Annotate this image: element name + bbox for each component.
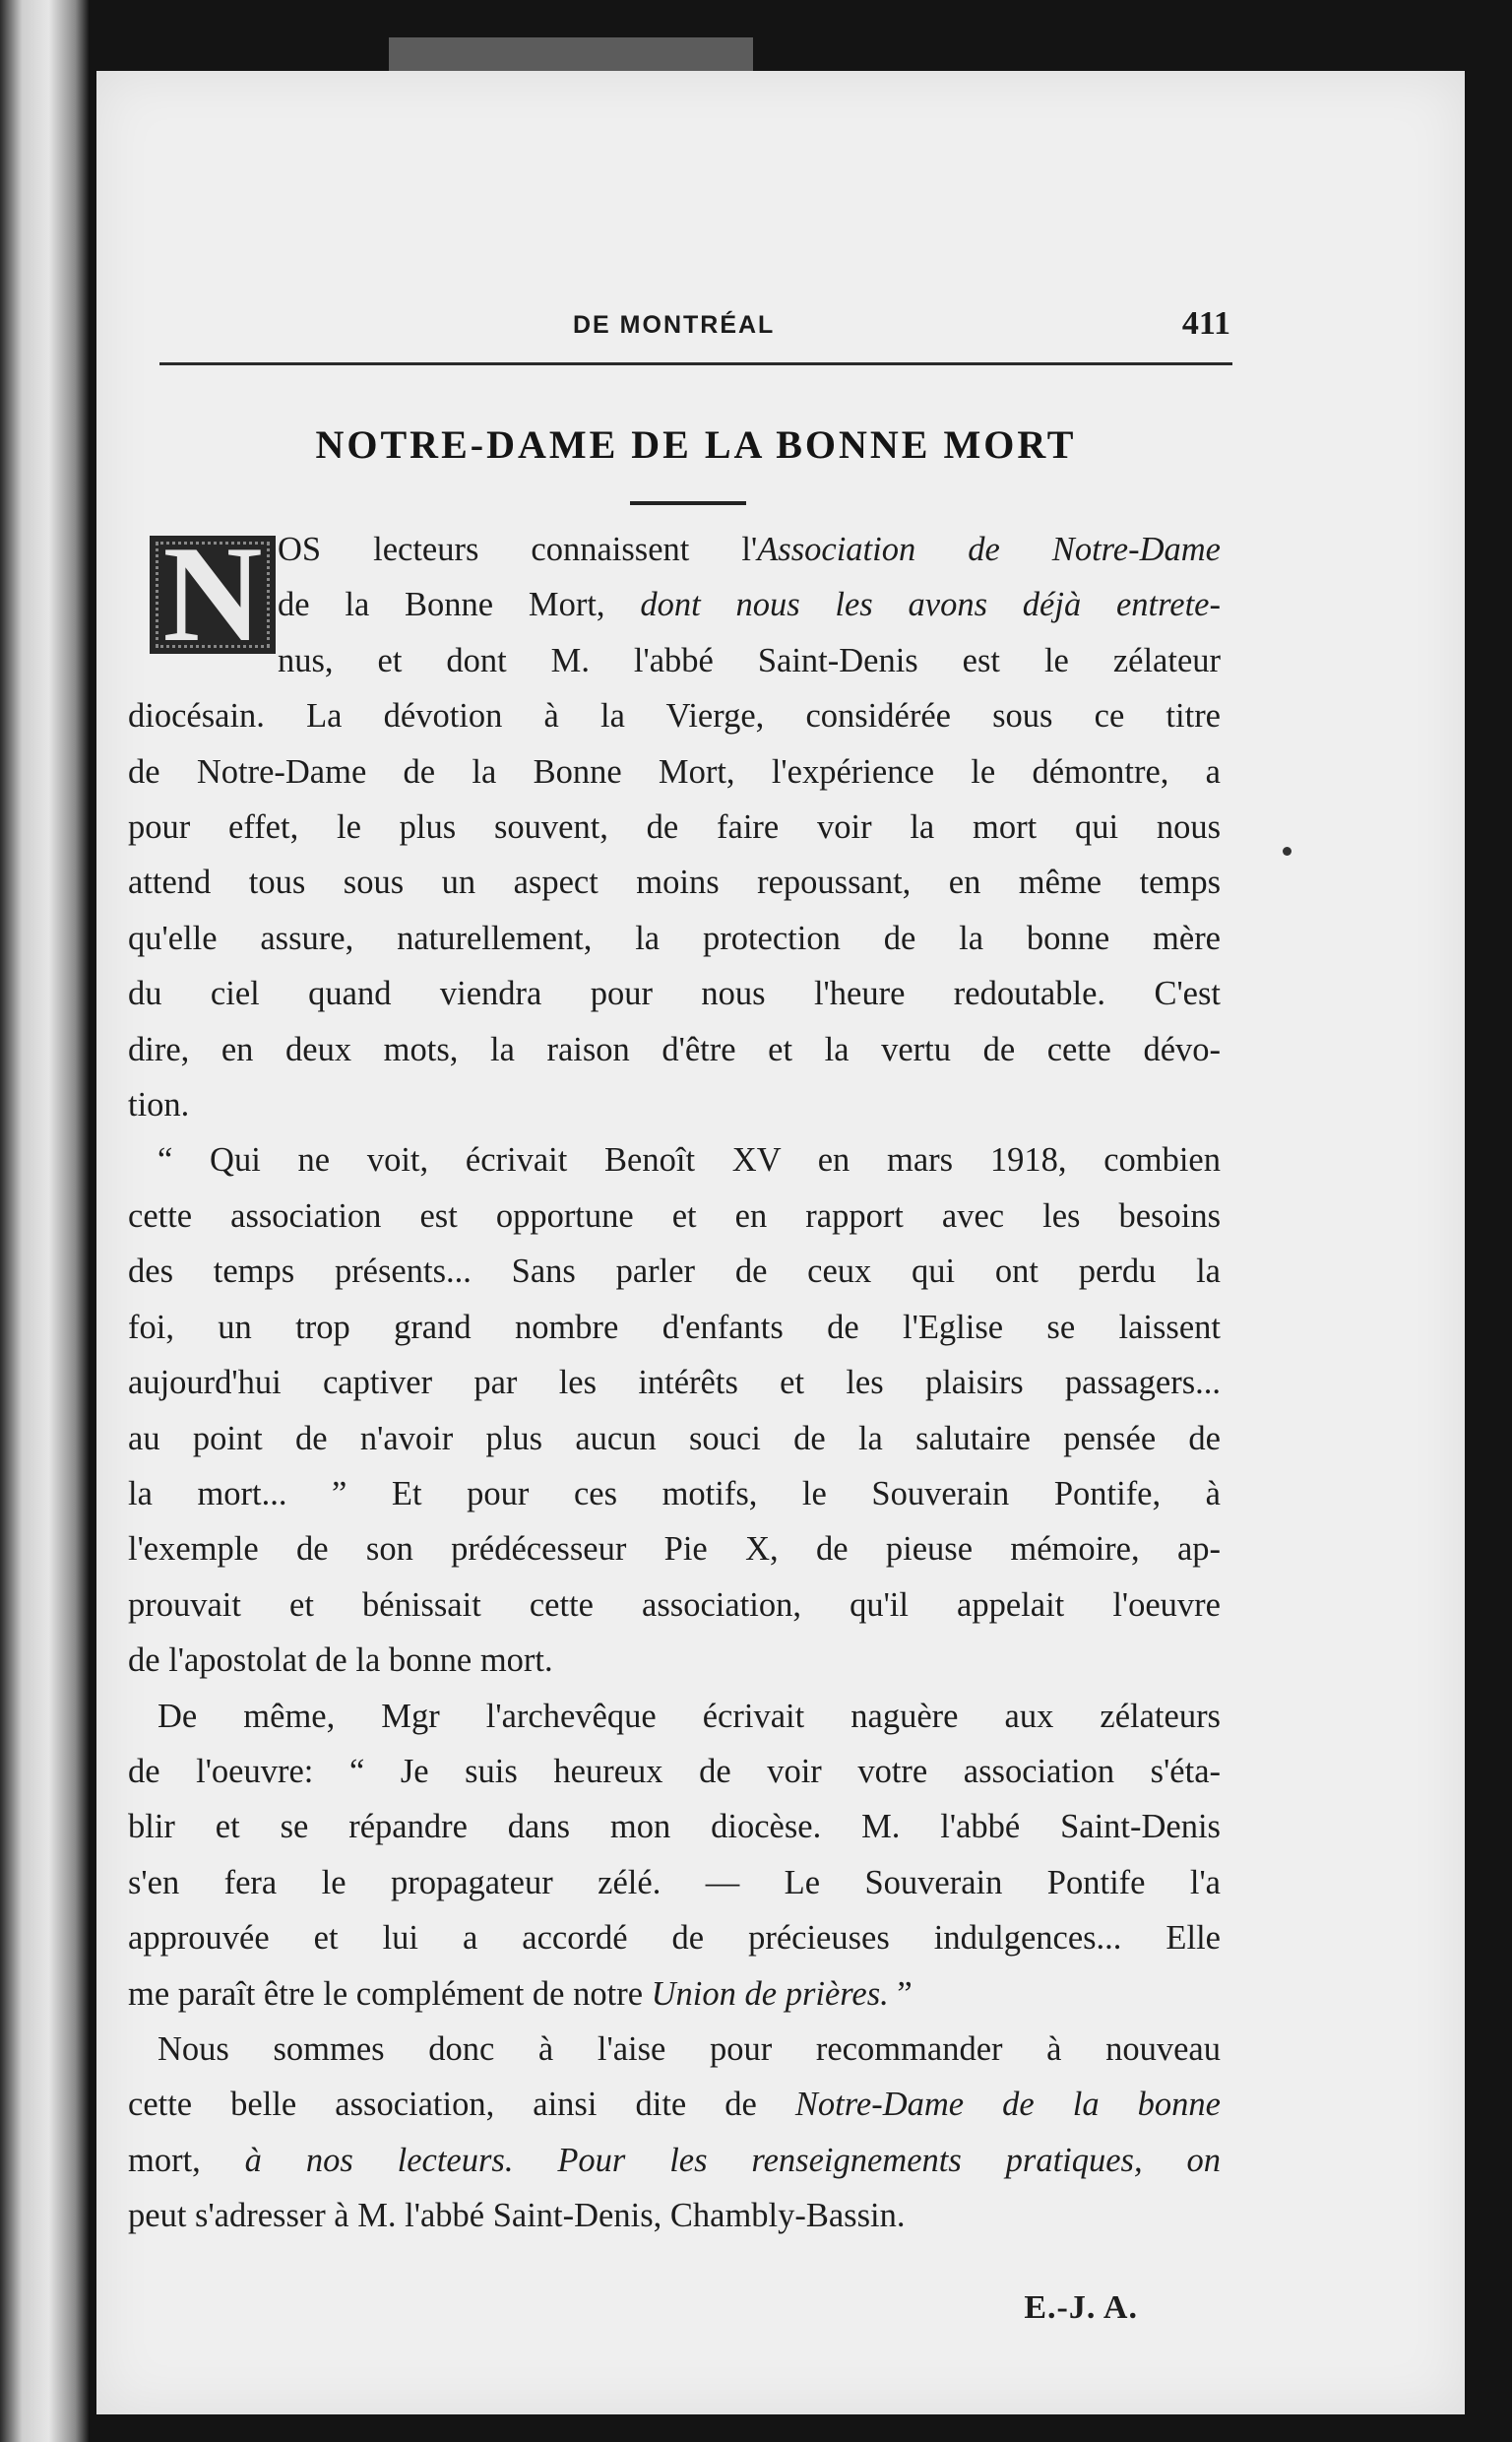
text-line: de l'apostolat de la bonne mort.	[128, 1641, 553, 1680]
text-line: la mort... ” Et pour ces motifs, le Souverain Pontife, à	[128, 1474, 1221, 1512]
text-line: De même, Mgr l'archevêque écrivait naguère aux zélateurs	[158, 1697, 1221, 1735]
text-line: attend tous sous un aspect moins repoussant, en même temps	[128, 864, 1221, 902]
text-line: de la Bonne Mort, dont nous les avons déjà entrete-	[278, 586, 1221, 624]
running-head	[158, 295, 1230, 364]
text-line: cette belle association, ainsi dite de Notre-Dame de la bonne	[128, 2086, 1221, 2124]
text-line: tion.	[128, 1086, 190, 1125]
text-line: foi, un trop grand nombre d'enfants de l'Eglise se laissent	[128, 1308, 1221, 1346]
text-line: l'exemple de son prédécesseur Pie X, de pieuse mémoire, ap-	[128, 1530, 1221, 1569]
text-line: qu'elle assure, naturellement, la protection de la bonne mère	[128, 919, 1221, 957]
page-number: 411	[1181, 305, 1230, 342]
adjacent-page-edge	[0, 0, 89, 2442]
header-rule	[159, 362, 1232, 365]
text-line: pour effet, le plus souvent, de faire voir la mort qui nous	[128, 808, 1221, 847]
signature: E.-J. A.	[1024, 2289, 1138, 2326]
article-body	[128, 522, 1221, 2244]
drop-cap-letter: N	[162, 536, 263, 654]
running-title: DE MONTRÉAL	[573, 311, 776, 339]
text-line: Nous sommes donc à l'aise pour recommander à nouveau	[158, 2029, 1221, 2068]
text-line: me paraît être le complément de notre Union de prières. ”	[128, 1974, 913, 2013]
text-line: approuvée et lui a accordé de précieuses indulgences... Elle	[128, 1919, 1221, 1958]
text-line: “ Qui ne voit, écrivait Benoît XV en mars 1918, combien	[158, 1141, 1221, 1180]
text-line: OS lecteurs connaissent l'Association de Notre-Dame	[278, 531, 1221, 568]
text-line: aujourd'hui captiver par les intérêts et les plaisirs passagers...	[128, 1364, 1221, 1402]
text-line: dire, en deux mots, la raison d'être et la vertu de cette dévo-	[128, 1030, 1221, 1068]
text-line: peut s'adresser à M. l'abbé Saint-Denis, Chambly-Bassin.	[128, 2197, 906, 2235]
article-title: NOTRE-DAME DE LA BONNE MORT	[315, 422, 1077, 467]
text-line: du ciel quand viendra pour nous l'heure redoutable. C'est	[128, 975, 1221, 1013]
scan-speck	[1283, 847, 1292, 856]
title-divider	[630, 501, 746, 505]
text-line: blir et se répandre dans mon diocèse. M. l'abbé Saint-Denis	[128, 1808, 1221, 1846]
text-line: s'en fera le propagateur zélé. — Le Souverain Pontife l'a	[128, 1863, 1221, 1901]
text-line: au point de n'avoir plus aucun souci de la salutaire pensée de	[128, 1419, 1221, 1457]
text-line: mort, à nos lecteurs. Pour les renseignements pratiques, on	[128, 2141, 1221, 2179]
text-line: des temps présents... Sans parler de ceux qui ont perdu la	[128, 1253, 1221, 1291]
text-line: nus, et dont M. l'abbé Saint-Denis est le zélateur	[278, 641, 1221, 679]
text-line: de Notre-Dame de la Bonne Mort, l'expérience le démontre, a	[128, 752, 1221, 791]
text-line: diocésain. La dévotion à la Vierge, considérée sous ce titre	[128, 697, 1221, 736]
text-line: de l'oeuvre: “ Je suis heureux de voir votre association s'éta-	[128, 1752, 1221, 1790]
drop-cap	[150, 536, 276, 654]
text-line: cette association est opportune et en rapport avec les besoins	[128, 1196, 1221, 1235]
text-line: prouvait et bénissait cette association, qu'il appelait l'oeuvre	[128, 1585, 1221, 1624]
